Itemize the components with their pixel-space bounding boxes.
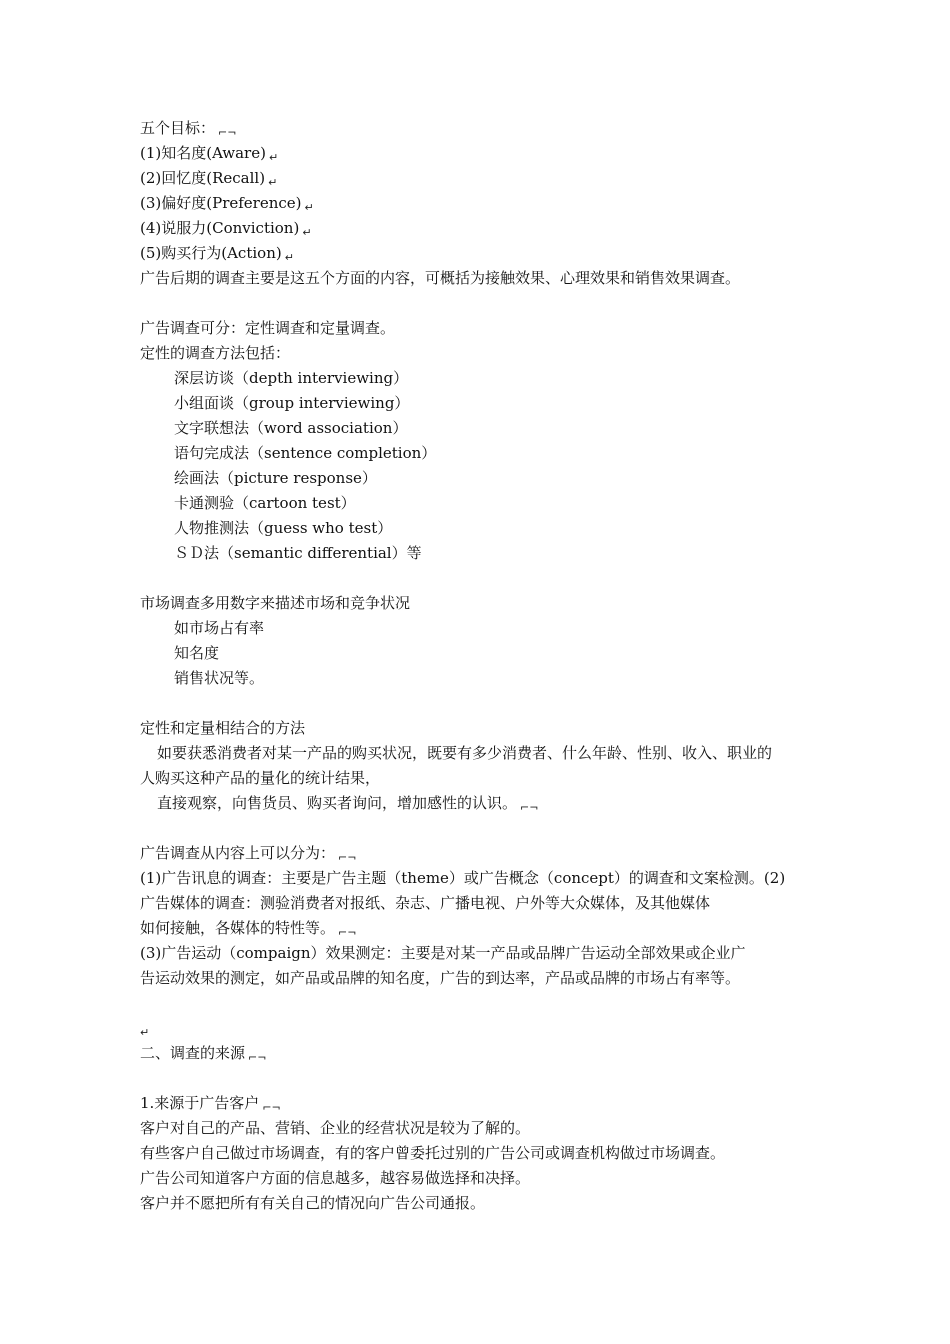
qual-item: 小组面谈（group interviewing） <box>174 394 410 412</box>
line-break-mark-icon: ↵ <box>302 226 312 239</box>
content-line: (1)广告讯息的调查：主要是广告主题（theme）或广告概念（concept）的调查和文案检测。(2) <box>140 869 786 887</box>
qual-title: 定性的调查方法包括： <box>140 344 291 362</box>
content-line: 如何接触，各媒体的特性等。 ⌐¬ <box>140 916 820 941</box>
goal-item: (2)回忆度(Recall) ↵ <box>140 166 820 191</box>
source-line: 有些客户自己做过市场调查，有的客户曾委托过别的广告公司或调查机构做过市场调查。 <box>140 1144 726 1162</box>
market-item: 销售状况等。 <box>174 669 265 687</box>
source-heading: 二、调查的来源 ⌐¬ <box>140 1041 820 1066</box>
line-break-mark-icon: ↵ <box>284 251 294 264</box>
qual-item: 语句完成法（sentence completion） <box>174 444 437 462</box>
source-line: 客户对自己的产品、营销、企业的经营状况是较为了解的。 <box>140 1119 531 1137</box>
content-line: 告运动效果的测定，如产品或品牌的知名度，广告的到达率，产品或品牌的市场占有率等。 <box>140 969 741 987</box>
goal-item: (4)说服力(Conviction) ↵ <box>140 216 820 241</box>
line-break-mark-icon: ↵ <box>140 1026 150 1039</box>
goals-title: 五个目标： ⌐¬ <box>140 116 820 141</box>
document-body <box>140 116 820 1216</box>
combined-line: 直接观察，向售货员、购买者询问，增加感性的认识。 ⌐¬ <box>140 791 820 816</box>
combined-line: 如要获悉消费者对某一产品的购买状况，既要有多少消费者、什么年龄、性别、收入、职业的 <box>157 744 773 762</box>
market-title: 市场调查多用数字来描述市场和竞争状况 <box>140 594 411 612</box>
content-line: (3)广告运动（compaign）效果测定：主要是对某一产品或品牌广告运动全部效果或企业广 <box>140 944 746 962</box>
paragraph-mark-icon: ⌐¬ <box>338 851 357 864</box>
source-line: 客户并不愿把所有有关自己的情况向广告公司通报。 <box>140 1194 486 1212</box>
market-item: 知名度 <box>174 644 220 662</box>
paragraph-mark-icon: ⌐¬ <box>338 926 357 939</box>
goals-summary: 广告后期的调查主要是这五个方面的内容，可概括为接触效果、心理效果和销售效果调查。 <box>140 269 741 287</box>
goal-item: (1)知名度(Aware) ↵ <box>140 141 820 166</box>
line-break-mark-icon: ↵ <box>268 151 279 164</box>
paragraph-mark-icon: ⌐¬ <box>248 1051 267 1064</box>
qual-item: 文字联想法（word association） <box>174 419 408 437</box>
paragraph-mark-icon: ⌐¬ <box>218 126 237 139</box>
combined-title: 定性和定量相结合的方法 <box>140 719 306 737</box>
qual-item: 深层访谈（depth interviewing） <box>174 369 409 387</box>
market-item: 如市场占有率 <box>174 619 265 637</box>
methods-intro: 广告调查可分：定性调查和定量调查。 <box>140 319 396 337</box>
line-break-mark-icon: ↵ <box>304 201 314 214</box>
goal-item: (3)偏好度(Preference) ↵ <box>140 191 820 216</box>
empty-line-mark <box>140 1016 820 1041</box>
source-line: 广告公司知道客户方面的信息越多，越容易做选择和决择。 <box>140 1169 531 1187</box>
qual-item: 绘画法（picture response） <box>174 469 377 487</box>
line-break-mark-icon: ↵ <box>268 176 278 189</box>
content-line: 广告媒体的调查：测验消费者对报纸、杂志、广播电视、户外等大众媒体，及其他媒体 <box>140 894 711 912</box>
qual-item: ＳＤ法（semantic differential）等 <box>174 544 422 562</box>
qual-item: 卡通测验（cartoon test） <box>174 494 356 512</box>
source-subheading: 1.来源于广告客户 ⌐¬ <box>140 1091 820 1116</box>
paragraph-mark-icon: ⌐¬ <box>262 1101 281 1114</box>
content-title: 广告调查从内容上可以分为： ⌐¬ <box>140 841 820 866</box>
qual-item: 人物推测法（guess who test） <box>174 519 393 537</box>
paragraph-mark-icon: ⌐¬ <box>520 801 539 814</box>
goal-item: (5)购买行为(Action) ↵ <box>140 241 820 266</box>
combined-line: 人购买这种产品的量化的统计结果， <box>140 769 381 787</box>
